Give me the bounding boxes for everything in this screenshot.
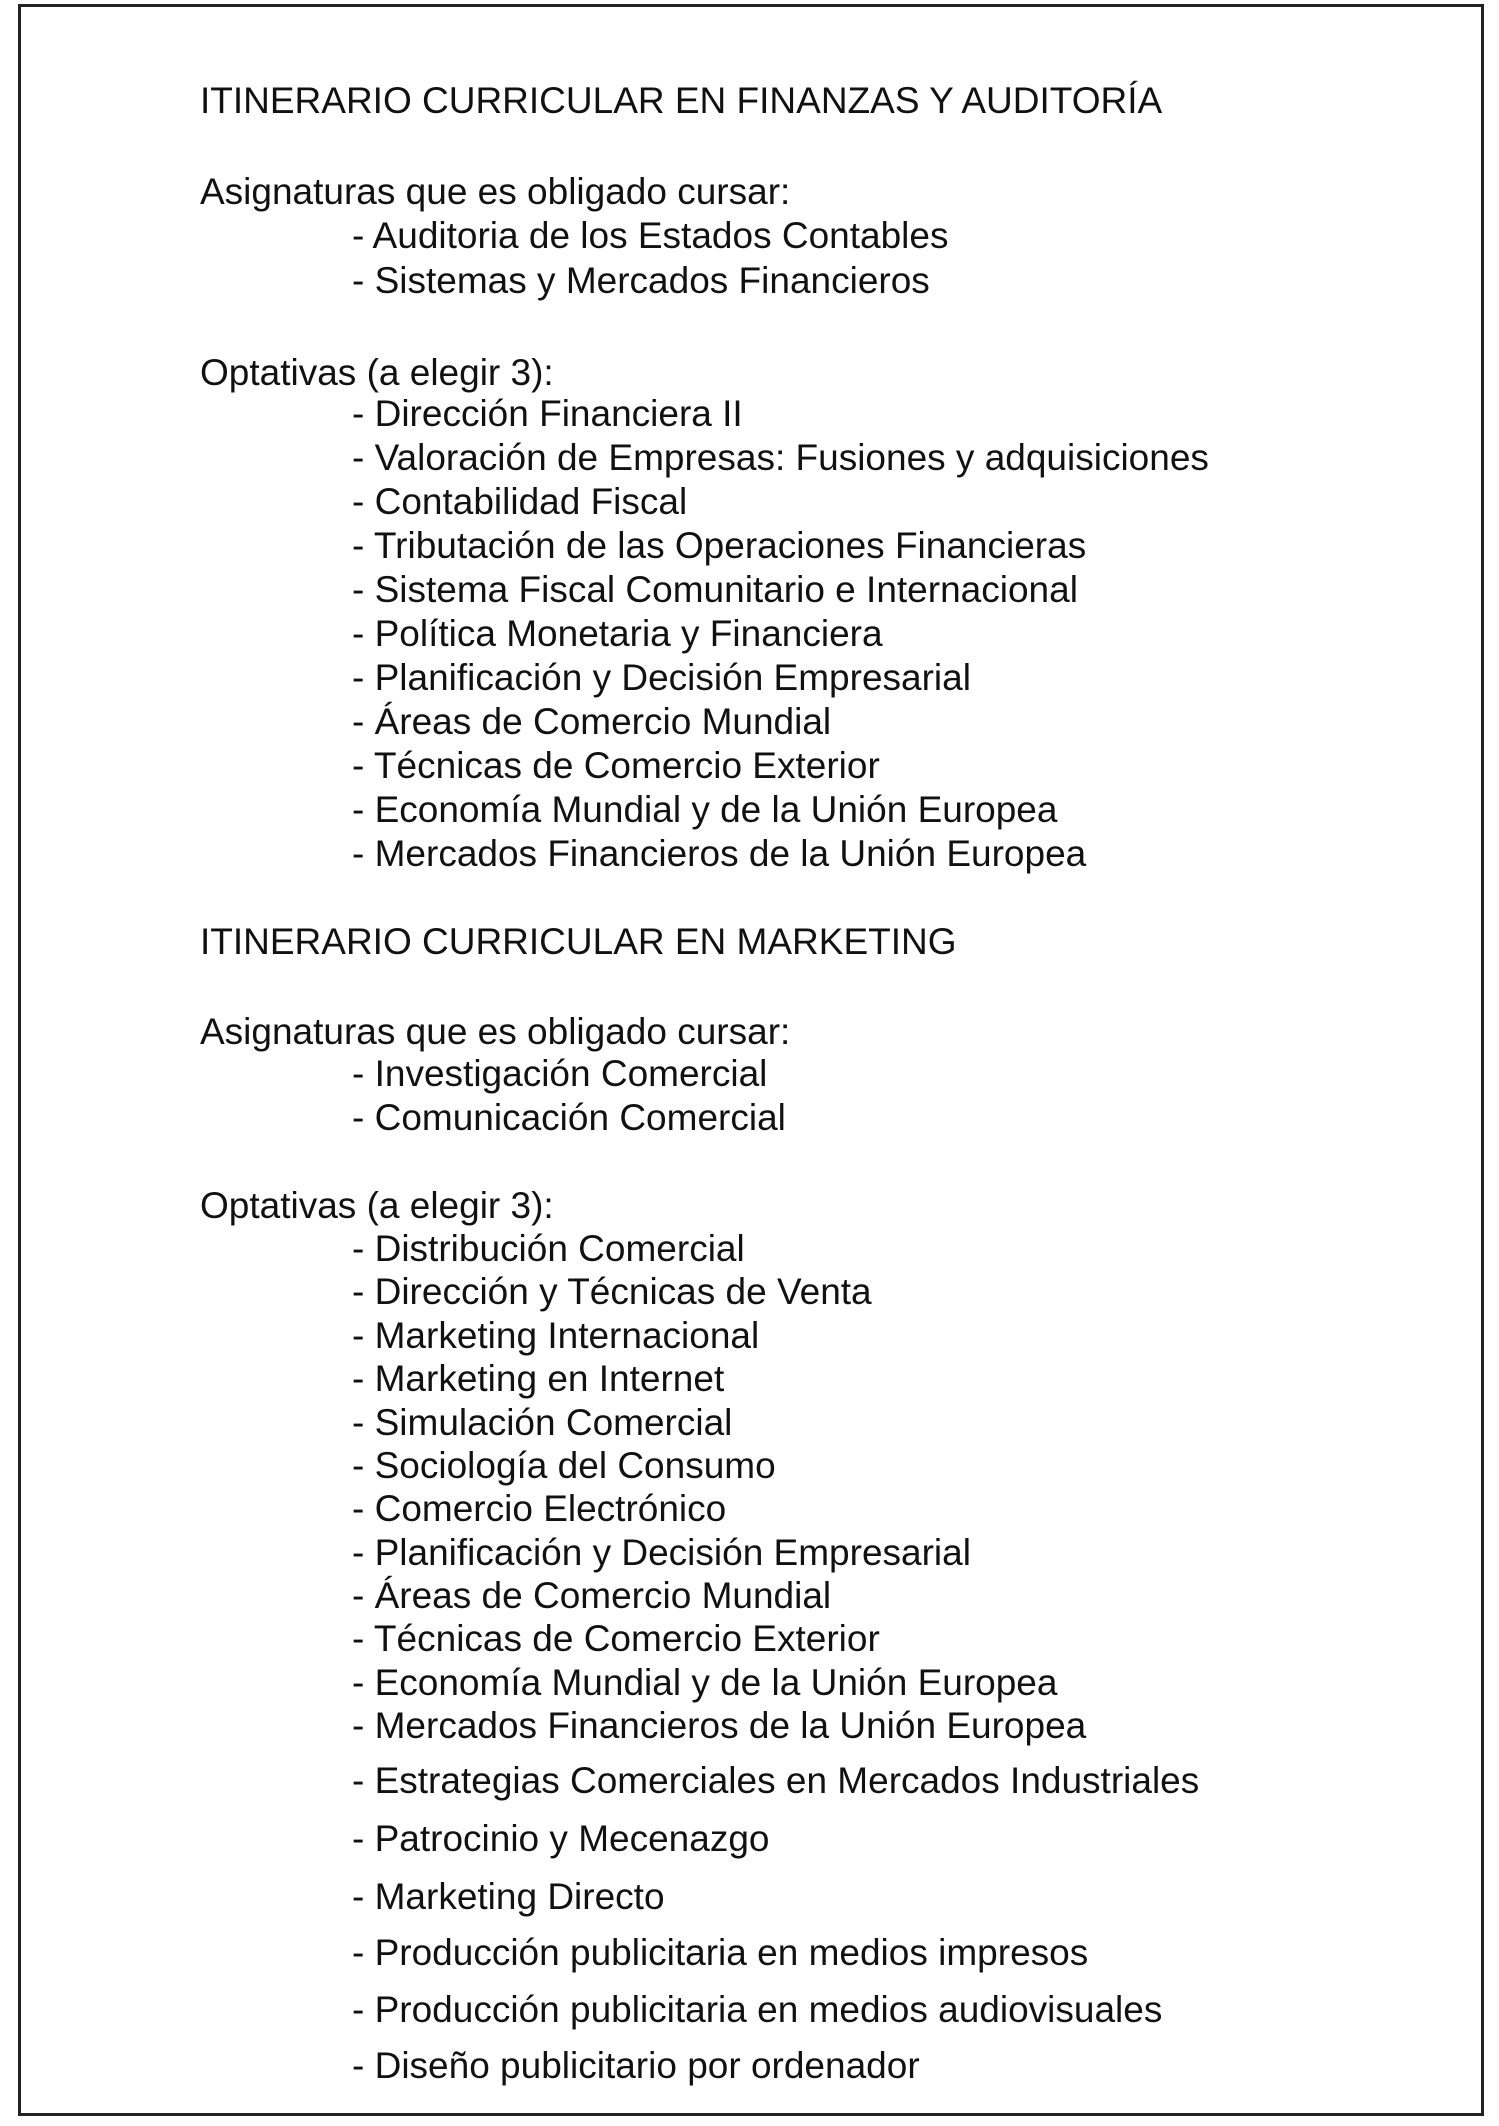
mandatory-item: - Auditoria de los Estados Contables: [352, 215, 949, 256]
optional-item: - Política Monetaria y Financiera: [352, 613, 883, 654]
optional-item: - Técnicas de Comercio Exterior: [352, 1618, 880, 1659]
optional-item: - Sistema Fiscal Comunitario e Internacional: [352, 569, 1078, 610]
optional-item: - Comercio Electrónico: [352, 1488, 727, 1529]
optional-item: - Simulación Comercial: [352, 1402, 733, 1443]
optional-item: - Distribución Comercial: [352, 1228, 745, 1269]
optional-item: - Estrategias Comerciales en Mercados Industriales: [352, 1760, 1200, 1801]
section-title-marketing: ITINERARIO CURRICULAR EN MARKETING: [200, 921, 957, 962]
optional-item: - Dirección y Técnicas de Venta: [352, 1271, 872, 1312]
mandatory-item: - Comunicación Comercial: [352, 1097, 786, 1138]
mandatory-label: Asignaturas que es obligado cursar:: [200, 1011, 791, 1052]
optional-item: - Planificación y Decisión Empresarial: [352, 657, 971, 698]
optional-item: - Áreas de Comercio Mundial: [352, 701, 832, 742]
mandatory-item: - Investigación Comercial: [352, 1053, 768, 1094]
section-title-finanzas: ITINERARIO CURRICULAR EN FINANZAS Y AUDITORÍA: [200, 80, 1163, 121]
optional-item: - Sociología del Consumo: [352, 1445, 776, 1486]
optional-item: - Producción publicitaria en medios impresos: [352, 1932, 1089, 1973]
optional-item: - Tributación de las Operaciones Financieras: [352, 525, 1087, 566]
optional-item: - Producción publicitaria en medios audiovisuales: [352, 1989, 1163, 2030]
optional-item: - Áreas de Comercio Mundial: [352, 1575, 832, 1616]
optional-item: - Marketing Internacional: [352, 1315, 760, 1356]
mandatory-item: - Sistemas y Mercados Financieros: [352, 260, 930, 301]
optional-item: - Contabilidad Fiscal: [352, 481, 688, 522]
optional-label: Optativas (a elegir 3):: [200, 352, 554, 393]
optional-item: - Diseño publicitario por ordenador: [352, 2045, 920, 2086]
optional-item: - Marketing en Internet: [352, 1358, 725, 1399]
optional-item: - Patrocinio y Mecenazgo: [352, 1818, 770, 1859]
optional-label: Optativas (a elegir 3):: [200, 1185, 554, 1226]
mandatory-label: Asignaturas que es obligado cursar:: [200, 171, 791, 212]
optional-item: - Mercados Financieros de la Unión Europea: [352, 1705, 1087, 1746]
optional-item: - Dirección Financiera II: [352, 393, 743, 434]
optional-item: - Planificación y Decisión Empresarial: [352, 1532, 971, 1573]
optional-item: - Economía Mundial y de la Unión Europea: [352, 1662, 1058, 1703]
optional-item: - Marketing Directo: [352, 1876, 665, 1917]
optional-item: - Mercados Financieros de la Unión Europea: [352, 833, 1087, 874]
optional-item: - Valoración de Empresas: Fusiones y adquisiciones: [352, 437, 1209, 478]
optional-item: - Técnicas de Comercio Exterior: [352, 745, 880, 786]
optional-item: - Economía Mundial y de la Unión Europea: [352, 789, 1058, 830]
